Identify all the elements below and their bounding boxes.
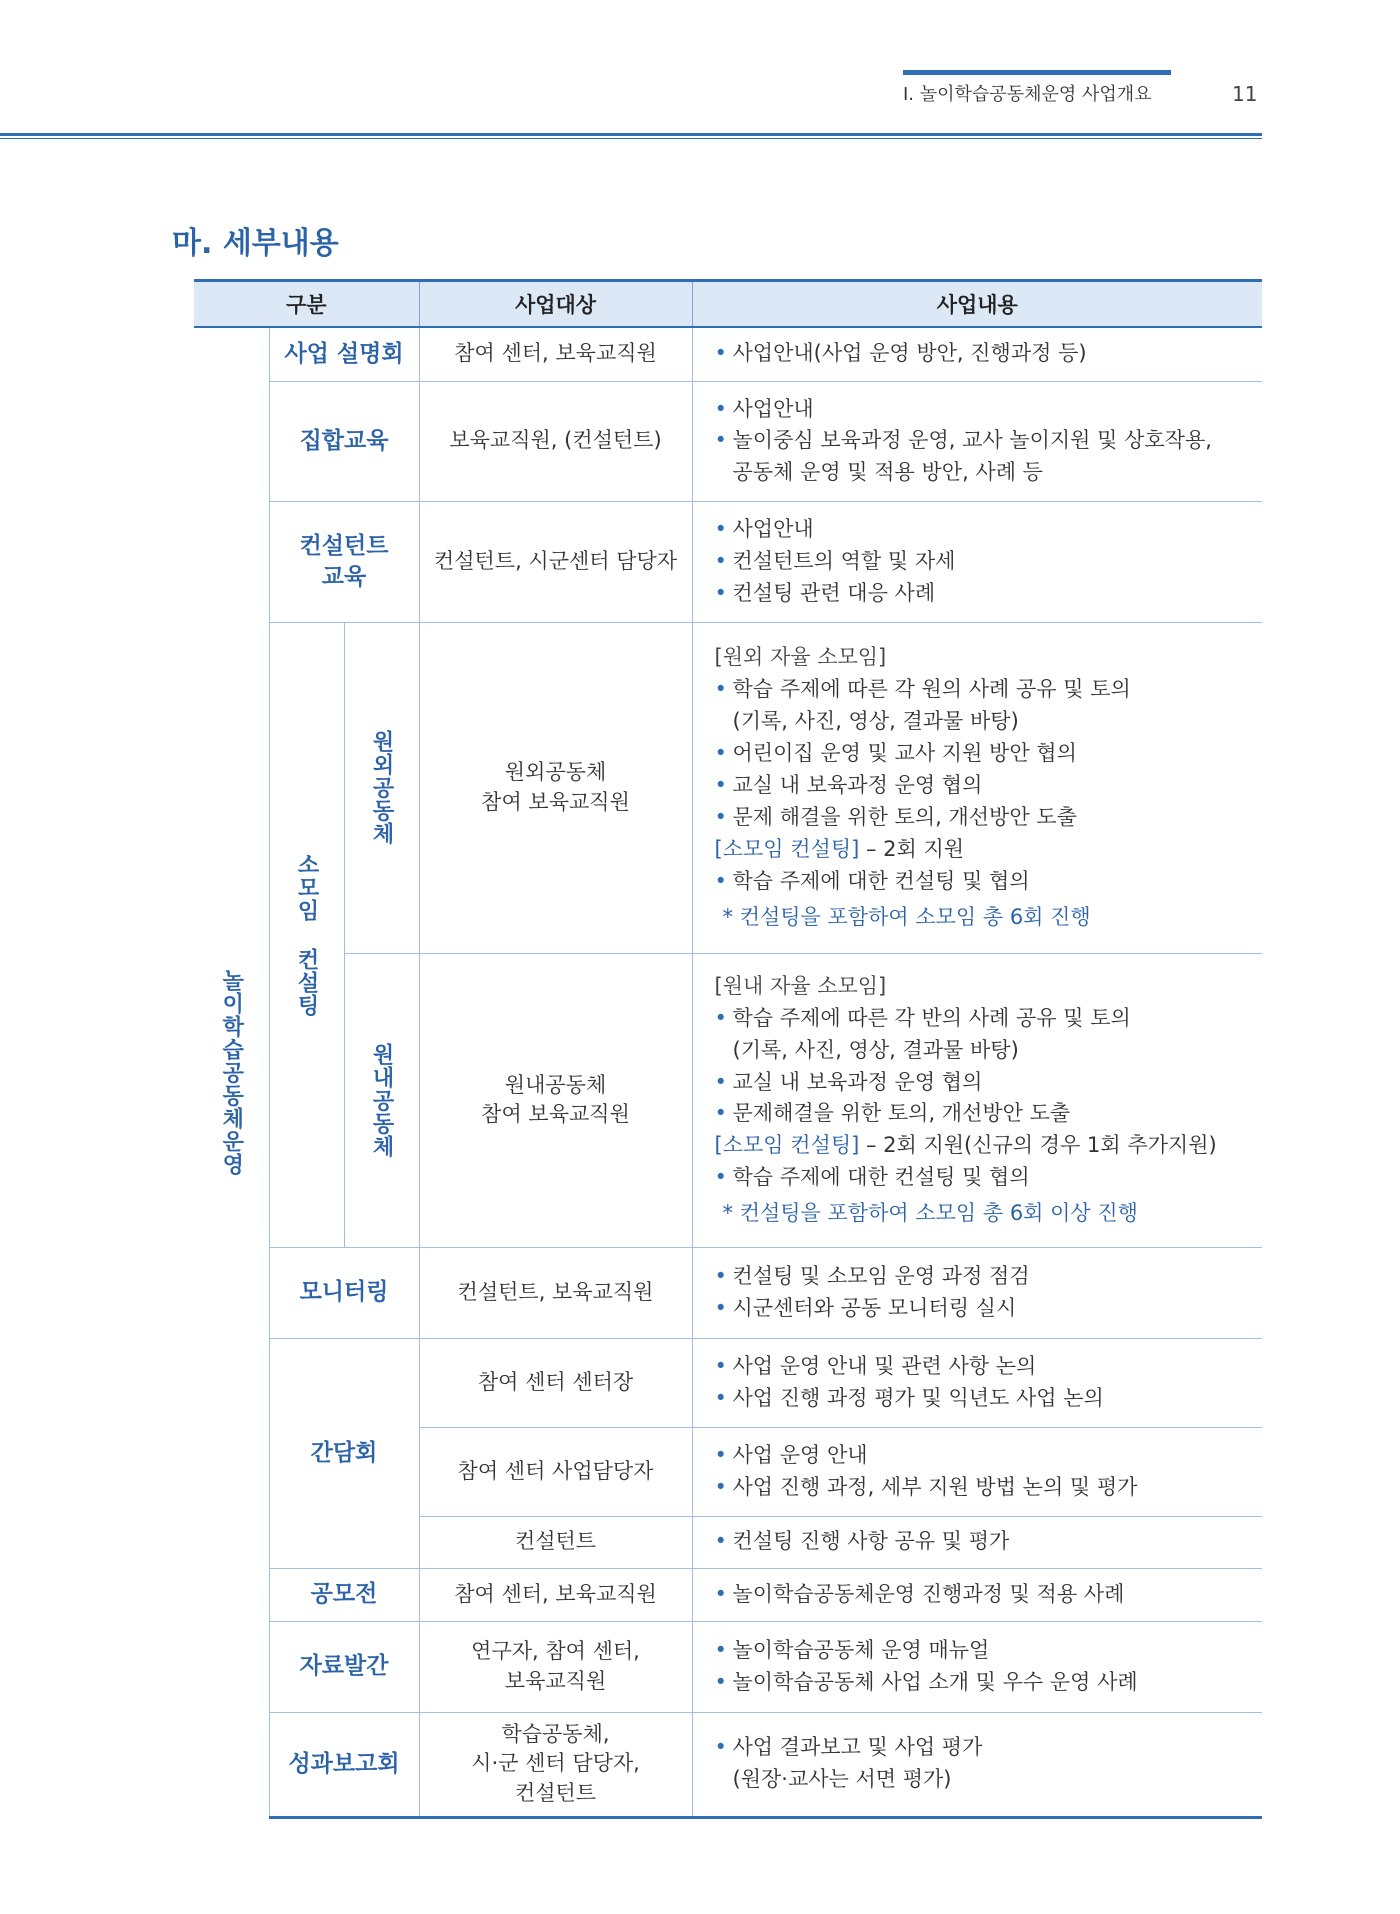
list-item-cont: (기록, 사진, 영상, 결과물 바탕) <box>732 1037 1019 1062</box>
outer-label: 원외공동체 <box>369 730 394 846</box>
list-item: • 문제 해결을 위한 토의, 개선방안 도출 <box>715 802 1249 834</box>
page-number: 11 <box>1232 82 1258 106</box>
header-rule-thin <box>0 138 1262 139</box>
group-cell <box>194 327 269 1817</box>
detail-table <box>194 279 1262 1819</box>
target-line: 보육교직원 <box>504 1668 607 1693</box>
content-meeting-consultant <box>692 1516 1262 1568</box>
header-category: 구분 <box>194 281 419 328</box>
table-row <box>194 1338 1262 1427</box>
group-label: 놀이학습공동체운영 <box>218 969 244 1177</box>
content-outer <box>692 622 1262 953</box>
list-item: • 사업안내(사업 운영 방안, 진행과정 등) <box>715 338 1249 370</box>
list-item: • 사업안내 <box>715 394 1249 426</box>
row-label-contest: 공모전 <box>269 1568 419 1621</box>
list-item: • 컨설팅 관련 대응 사례 <box>715 578 1249 610</box>
target-group-edu: 보육교직원, (컨설턴트) <box>419 381 692 502</box>
table-row <box>194 381 1262 502</box>
target-line: 학습공동체, <box>501 1721 610 1746</box>
content-consultant-edu <box>692 502 1262 623</box>
target-publication <box>419 1621 692 1712</box>
table-header-row <box>194 281 1262 328</box>
note: * 컨설팅을 포함하여 소모임 총 6회 진행 <box>722 904 1091 929</box>
list-item: • 사업 진행 과정 평가 및 익년도 사업 논의 <box>715 1383 1249 1415</box>
list-item: • 사업 결과보고 및 사업 평가 <box>715 1732 1249 1764</box>
list-item: • 학습 주제에 대한 컨설팅 및 협의 <box>715 1162 1249 1194</box>
target-consultant-edu: 컨설턴트, 시군센터 담당자 <box>419 502 692 623</box>
list-item: • 컨설턴트의 역할 및 자세 <box>715 546 1249 578</box>
consulting-text: – 2회 지원(신규의 경우 1회 추가지원) <box>859 1133 1217 1158</box>
sub-heading: [원외 자율 소모임] <box>714 645 887 670</box>
content-monitoring <box>692 1247 1262 1338</box>
target-briefing: 참여 센터, 보육교직원 <box>419 327 692 381</box>
table-row <box>194 953 1262 1247</box>
content-meeting-manager <box>692 1427 1262 1516</box>
row-label-small-group <box>269 622 344 1247</box>
table-row <box>194 327 1262 381</box>
list-item: • 사업 진행 과정, 세부 지원 방법 논의 및 평가 <box>715 1472 1249 1504</box>
list-item-cont: (원장·교사는 서면 평가) <box>732 1767 952 1792</box>
label-line: 컨설턴트 <box>299 533 389 560</box>
target-contest: 참여 센터, 보육교직원 <box>419 1568 692 1621</box>
target-meeting-director: 참여 센터 센터장 <box>419 1338 692 1427</box>
list-item: • 사업 운영 안내 <box>715 1440 1249 1472</box>
consulting-line <box>715 1130 1249 1162</box>
list-item: • 놀이중심 보육과정 운영, 교사 놀이지원 및 상호작용, <box>715 425 1249 457</box>
list-item-cont: 공동체 운영 및 적용 방안, 사례 등 <box>732 460 1043 485</box>
row-label-report: 성과보고회 <box>269 1712 419 1817</box>
consulting-tag: [소모임 컨설팅] <box>714 836 860 861</box>
content-inner <box>692 953 1262 1247</box>
sub-heading: [원내 자율 소모임] <box>714 973 887 998</box>
list-item: • 어린이집 운영 및 교사 지원 방안 협의 <box>715 738 1249 770</box>
list-item: • 컨설팅 진행 사항 공유 및 평가 <box>715 1526 1249 1558</box>
list-item: • 놀이학습공동체 사업 소개 및 우수 운영 사례 <box>715 1667 1249 1699</box>
row-label-group-edu: 집합교육 <box>269 381 419 502</box>
target-line: 참여 보육교직원 <box>481 789 630 814</box>
header-rule <box>0 133 1262 136</box>
list-item-cont: (기록, 사진, 영상, 결과물 바탕) <box>732 709 1019 734</box>
table-row <box>194 1568 1262 1621</box>
list-item: • 교실 내 보육과정 운영 협의 <box>715 1067 1249 1099</box>
target-meeting-consultant: 컨설턴트 <box>419 1516 692 1568</box>
target-line: 참여 보육교직원 <box>481 1102 630 1127</box>
list-item: • 놀이학습공동체 운영 매뉴얼 <box>715 1635 1249 1667</box>
target-line: 원내공동체 <box>504 1072 607 1097</box>
row-label-publication: 자료발간 <box>269 1621 419 1712</box>
note: * 컨설팅을 포함하여 소모임 총 6회 이상 진행 <box>722 1201 1138 1226</box>
row-label-inner <box>344 953 419 1247</box>
table-row <box>194 1247 1262 1338</box>
consulting-line <box>715 834 1249 866</box>
content-report <box>692 1712 1262 1817</box>
list-item: • 컨설팅 및 소모임 운영 과정 점검 <box>715 1261 1249 1293</box>
list-item: • 학습 주제에 따른 각 원의 사례 공유 및 토의 <box>715 674 1249 706</box>
target-line: 연구자, 참여 센터, <box>471 1638 640 1663</box>
small-group-label: 소모임 컨설팅 <box>294 852 319 1017</box>
list-item: • 교실 내 보육과정 운영 협의 <box>715 770 1249 802</box>
target-monitoring: 컨설턴트, 보육교직원 <box>419 1247 692 1338</box>
content-publication <box>692 1621 1262 1712</box>
list-item: • 시군센터와 공동 모니터링 실시 <box>715 1293 1249 1325</box>
target-report <box>419 1712 692 1817</box>
header-content: 사업내용 <box>692 281 1262 328</box>
content-briefing <box>692 327 1262 381</box>
row-label-briefing: 사업 설명회 <box>269 327 419 381</box>
row-label-outer <box>344 622 419 953</box>
header-title: Ⅰ. 놀이학습공동체운영 사업개요 <box>903 84 1152 105</box>
list-item: • 사업 운영 안내 및 관련 사항 논의 <box>715 1351 1249 1383</box>
content-meeting-director <box>692 1338 1262 1427</box>
header-accent-bar <box>903 70 1171 75</box>
inner-label: 원내공동체 <box>369 1042 394 1158</box>
consulting-tag: [소모임 컨설팅] <box>714 1133 860 1158</box>
row-label-meeting: 간담회 <box>269 1338 419 1568</box>
content-group-edu <box>692 381 1262 502</box>
target-inner <box>419 953 692 1247</box>
row-label-consultant-edu <box>269 502 419 623</box>
header-target: 사업대상 <box>419 281 692 328</box>
row-label-monitoring: 모니터링 <box>269 1247 419 1338</box>
target-line: 원외공동체 <box>504 760 607 785</box>
list-item: • 문제해결을 위한 토의, 개선방안 도출 <box>715 1098 1249 1130</box>
table-row <box>194 1712 1262 1817</box>
consulting-text: – 2회 지원 <box>859 836 965 861</box>
list-item: • 놀이학습공동체운영 진행과정 및 적용 사례 <box>715 1579 1249 1611</box>
target-line: 시·군 센터 담당자, <box>471 1751 640 1776</box>
target-outer <box>419 622 692 953</box>
list-item: • 학습 주제에 따른 각 반의 사례 공유 및 토의 <box>715 1003 1249 1035</box>
table-row <box>194 1621 1262 1712</box>
target-line: 컨설턴트 <box>514 1781 597 1806</box>
table-row <box>194 622 1262 953</box>
list-item: • 학습 주제에 대한 컨설팅 및 협의 <box>715 866 1249 898</box>
content-contest <box>692 1568 1262 1621</box>
section-title: 마. 세부내용 <box>172 226 339 261</box>
label-line: 교육 <box>321 564 367 591</box>
table-row <box>194 502 1262 623</box>
target-meeting-manager: 참여 센터 사업담당자 <box>419 1427 692 1516</box>
list-item: • 사업안내 <box>715 514 1249 546</box>
